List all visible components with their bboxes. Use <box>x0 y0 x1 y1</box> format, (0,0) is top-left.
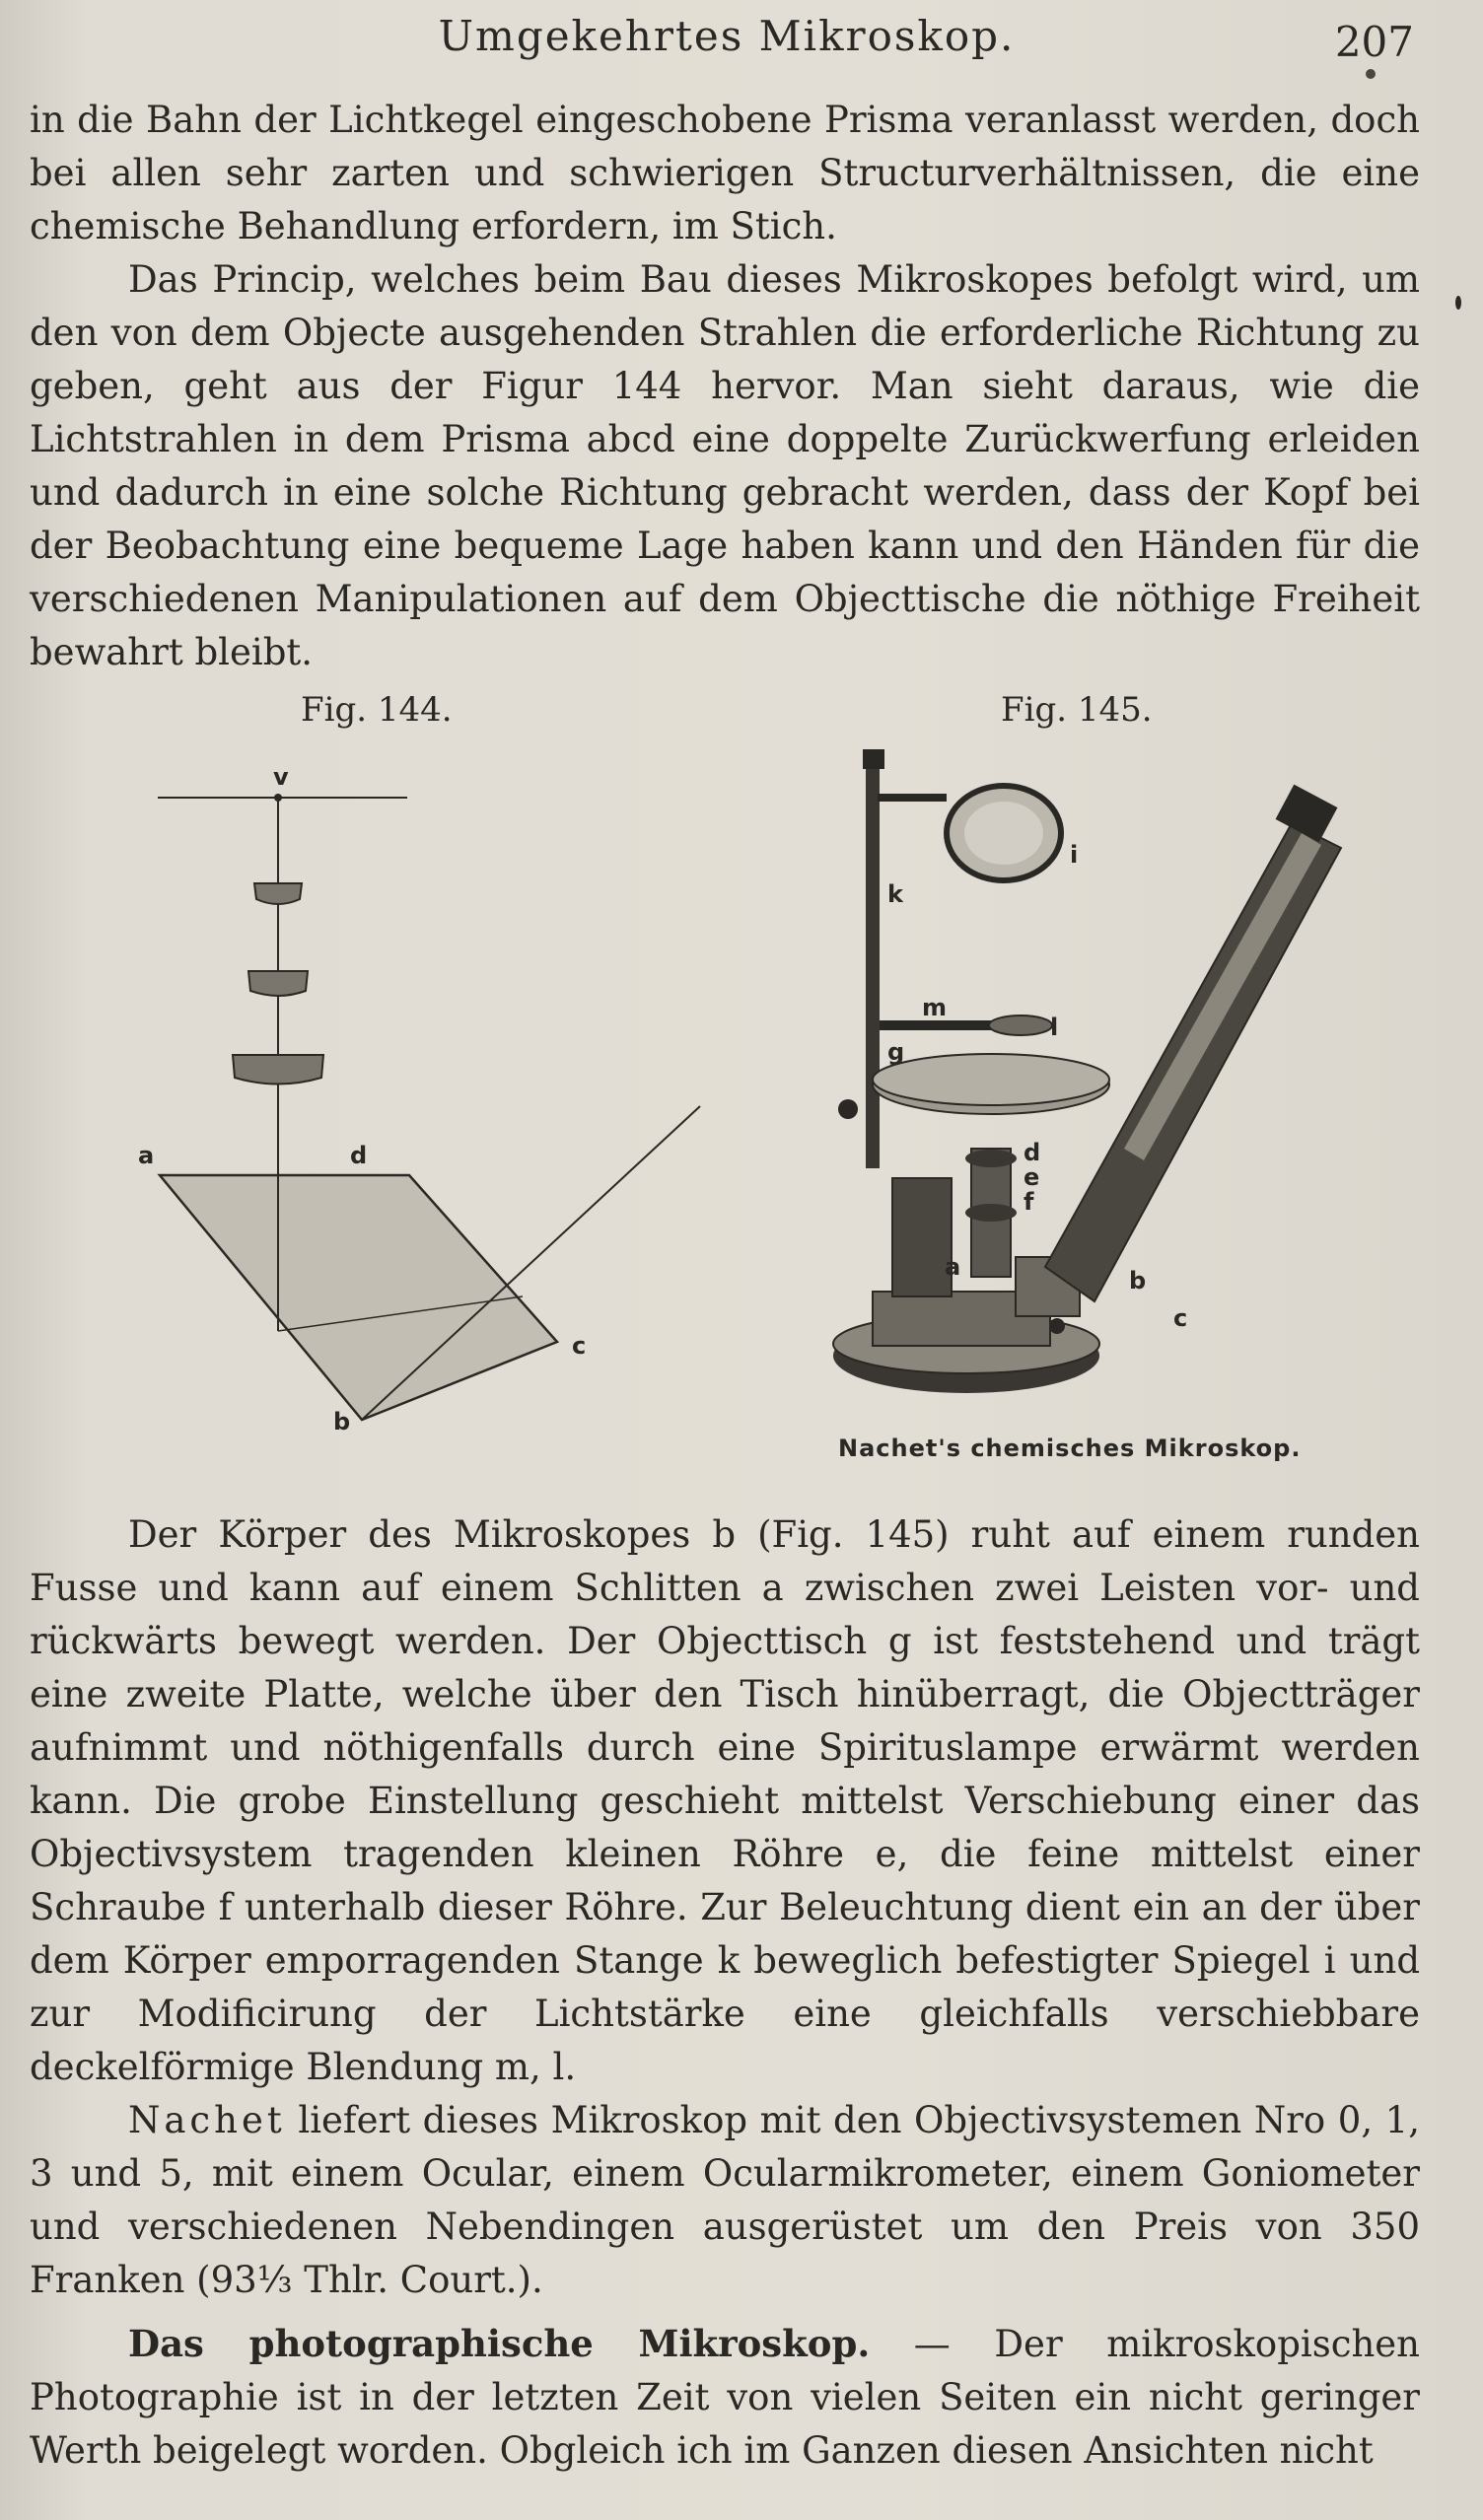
ink-spot <box>1455 296 1461 310</box>
label-l: l <box>1050 1014 1059 1041</box>
mirror-face <box>964 802 1043 865</box>
label-i: i <box>1070 841 1079 869</box>
eyepiece <box>1276 785 1338 843</box>
lens-2 <box>248 971 308 996</box>
paragraph-price <box>30 2094 1420 2307</box>
label-m: m <box>922 994 948 1021</box>
price-text: liefert dieses Mikroskop mit den Objectivsystemen Nro 0, 1, 3 und 5, mit einem Ocular, einem Ocularmikrometer, einem Goniometer und verschiedenen Nebendingen ausgerüstet um den Preis von 350 Franken (93⅓ Thlr. Court.). <box>30 2099 1420 2301</box>
label-e: e <box>1024 1163 1040 1191</box>
text-block-bottom <box>30 2317 1420 2478</box>
name-nachet: Nachet <box>128 2099 286 2141</box>
label-k: k <box>887 880 903 908</box>
stage-plate <box>873 1054 1109 1105</box>
label-d: d <box>350 1142 368 1169</box>
lens-3 <box>233 1055 323 1085</box>
paragraph-continuation: in die Bahn der Lichtkegel eingeschobene Prisma veranlasst werden, doch bei allen sehr zarten und schwierigen Structurverhältnissen, die eine chemische Behandlung erfordern, im Stich. <box>30 99 1420 247</box>
label-a: a <box>945 1253 961 1281</box>
running-title: Umgekehrtes Mikroskop. <box>438 12 1016 60</box>
rod-k <box>866 754 880 1168</box>
stage-knob <box>838 1099 858 1119</box>
paragraph-principle: Das Princip, welches beim Bau dieses Mikroskopes befolgt wird, um den von dem Objecte ausgehenden Strahlen die erforderliche Richtung zu geben, geht aus der Figur 144 hervor. Man sieht daraus, wie die Lichtstrahlen in dem Prisma abcd eine doppelte Zurückwerfung erleiden und dadurch in eine solche Richtung gebracht werden, dass der Kopf bei der Beobachtung eine bequeme Lage haben kann und den Händen für die verschiedenen Manipulationen auf dem Objecttische die nöthige Freiheit bewahrt bleibt. <box>30 258 1420 673</box>
label-b: b <box>1129 1267 1147 1295</box>
prism-abcd <box>160 1175 557 1420</box>
figure-144-label: Fig. 144. <box>301 690 453 730</box>
section-heading: Das photographische Mikroskop. <box>128 2322 871 2365</box>
objective-ring-d <box>965 1150 1017 1167</box>
text-block-top <box>30 94 1420 679</box>
paragraph-body-description: Der Körper des Mikroskopes b (Fig. 145) ruht auf einem runden Fusse und kann auf einem Schlitten a zwischen zwei Leisten vor- und rückwärts bewegt werden. Der Objecttisch g ist feststehend und trägt eine zweite Platte, welche über den Tisch hinüberragt, die Objectträger aufnimmt und nöthigenfalls durch eine Spirituslampe erwärmt werden kann. Die grobe Einstellung geschieht mittelst Verschiebung einer das Objectivsystem tragenden kleinen Röhre e, die feine mittelst einer Schraube f unterhalb dieser Röhre. Zur Beleuchtung dient ein an der über dem Körper emporragenden Stange k beweglich befestigter Spiegel i und zur Modificirung der Lichtstärke eine gleichfalls verschiebbare deckelförmige Blendung m, l. <box>30 1513 1420 2088</box>
figure-145-label: Fig. 145. <box>1001 690 1153 730</box>
page-number: 207 <box>1334 18 1414 66</box>
lens-1 <box>254 883 302 904</box>
figure-145-caption: Nachet's chemisches Mikroskop. <box>838 1435 1302 1462</box>
pillar <box>892 1178 952 1296</box>
label-a: a <box>138 1142 155 1169</box>
mirror-arm <box>878 794 947 802</box>
figure-144-prism-diagram <box>99 749 730 1439</box>
rod-top <box>863 749 884 769</box>
label-g: g <box>887 1038 905 1066</box>
ink-spot <box>1366 69 1376 79</box>
fine-screw-f <box>965 1204 1017 1222</box>
text-block-middle <box>30 1508 1420 2307</box>
body-tube-highlight <box>1124 833 1321 1160</box>
paragraph-photographic <box>30 2317 1420 2478</box>
label-c: c <box>572 1332 587 1360</box>
running-head <box>30 12 1424 71</box>
section-text: — Der mikroskopischen Photographie ist in der letzten Zeit von vielen Seiten ein nicht geringer Werth beigelegt worden. Obgleich ich im Ganzen diesen Ansichten nicht <box>30 2323 1420 2472</box>
diaphragm-l <box>989 1015 1052 1035</box>
label-v: v <box>273 763 289 791</box>
figure-145-microscope-engraving <box>828 735 1380 1425</box>
label-c: c <box>1173 1304 1188 1332</box>
label-f: f <box>1024 1188 1034 1216</box>
sledge-screw-c <box>1049 1318 1065 1334</box>
label-d: d <box>1024 1139 1041 1166</box>
label-b: b <box>333 1408 351 1435</box>
